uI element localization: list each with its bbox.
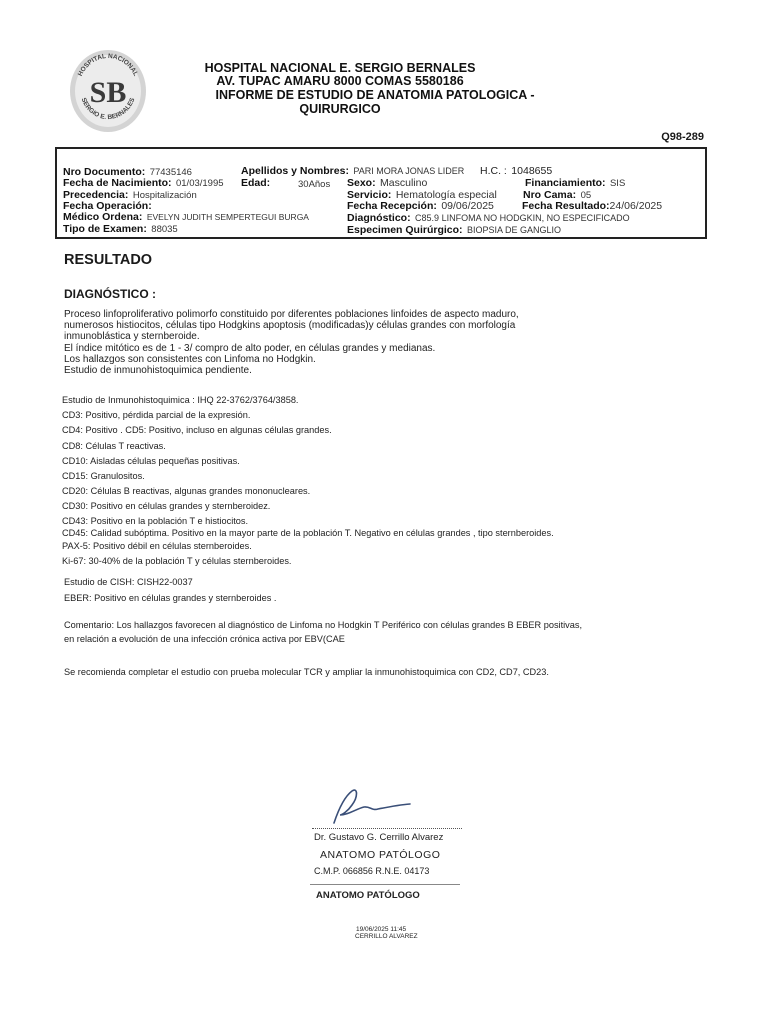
- edad-value: 30Años: [298, 179, 331, 190]
- result-title: RESULTADO: [64, 252, 153, 268]
- fecha-recepcion: Fecha Recepción: 09/06/2025: [347, 200, 494, 212]
- handwritten-signature: [312, 785, 472, 830]
- diagnosis-line: Proceso linfoproliferativo polimorfo constituido por diferentes poblaciones linfoides de aspecto maduro,: [64, 309, 519, 320]
- ihc-line: CD4: Positivo . CD5: Positivo, incluso en algunas células grandes.: [62, 425, 332, 436]
- signature-line: [312, 828, 462, 829]
- ihc-line: CD43: Positivo en la población T e histiocitos.: [62, 515, 249, 526]
- stamp-title: ANATOMO PATÓLOGO: [320, 849, 441, 861]
- ihc-line: CD8: Células T reactivas.: [62, 440, 166, 451]
- ihc-line: CD10: Aisladas células pequeñas positivas.: [62, 455, 240, 466]
- ihc-line: CD30: Positivo en células grandes y sternberoidez.: [62, 501, 271, 512]
- tipo-examen: Tipo de Examen: 88035: [63, 223, 178, 235]
- servicio: Servicio: Hematología especial: [347, 189, 497, 201]
- report-code: Q98-289: [661, 131, 704, 143]
- ihc-line: CD3: Positivo, pérdida parcial de la expresión.: [62, 410, 251, 421]
- immunohistochemistry-list: [62, 393, 554, 569]
- svg-text:SB: SB: [89, 76, 127, 109]
- stamp-cmp: C.M.P. 066856 R.N.E. 04173: [314, 866, 430, 876]
- historia-clinica: H.C. : 1048655: [480, 165, 553, 177]
- ihc-line: CD20: Células B reactivas, algunas grandes mononucleares.: [62, 486, 311, 497]
- comment-line-2: en relación a evolución de una infección crónica activa por EBV(CAE: [64, 634, 345, 644]
- diagnostico: Diagnóstico: C85.9 LINFOMA NO HODGKIN, NO ESPECIFICADO: [347, 212, 630, 224]
- nro-documento: Nro Documento: 77435146: [63, 166, 192, 178]
- eber-result: EBER: Positivo en células grandes y sternberoides .: [64, 593, 277, 603]
- sexo: Sexo: Masculino: [347, 177, 428, 189]
- signature-role-line: [310, 884, 460, 885]
- report-title: INFORME DE ESTUDIO DE ANATOMIA PATOLOGICA -: [215, 88, 535, 102]
- hospital-address: AV. TUPAC AMARU 8000 COMAS 5580186: [216, 74, 464, 88]
- diagnosis-line: Los hallazgos son consistentes con Linfoma no Hodgkin.: [64, 353, 316, 365]
- ihc-line: Ki-67: 30-40% de la población T y células sternberoides.: [62, 555, 292, 566]
- fecha-nacimiento: Fecha de Nacimiento: 01/03/1995: [63, 177, 224, 189]
- edad: Edad:: [241, 177, 271, 189]
- apellidos-nombres: Apellidos y Nombres: PARI MORA JONAS LIDER: [241, 165, 465, 177]
- recommendation: Se recomienda completar el estudio con prueba molecular TCR y ampliar la inmunohistoquimica con CD2, CD7, CD23.: [64, 667, 549, 677]
- fecha-operacion: Fecha Operación:: [63, 200, 152, 212]
- ihc-line: Estudio de Inmunohistoquimica : IHQ 22-3762/3764/3858.: [62, 395, 299, 405]
- fecha-resultado: Fecha Resultado:24/06/2025: [522, 200, 663, 212]
- medico-ordena: Médico Ordena: EVELYN JUDITH SEMPERTEGUI BURGA: [63, 211, 309, 223]
- ihc-line: CD45: Calidad subóptima. Positivo en la mayor parte de la población T. Negativo en células grandes , tipo sternberoides.: [62, 527, 554, 538]
- diagnosis-line: numerosos histiocitos, células tipo Hodgkins apoptosis (modificadas)y células grandes con morfología: [64, 320, 516, 332]
- signature-signer: CERRILLO ALVAREZ: [355, 933, 418, 940]
- diagnosis-line: inmunoblástica y sternberoide.: [64, 331, 200, 343]
- cish-study: Estudio de CISH: CISH22-0037: [64, 577, 193, 587]
- stamp-name: Dr. Gustavo G. Cerrillo Alvarez: [314, 832, 444, 843]
- comment-line-1: Comentario: Los hallazgos favorecen al diagnóstico de Linfoma no Hodgkin T Periférico con células grandes B EBER positivas,: [64, 620, 583, 630]
- diagnosis-line: El índice mitótico es de 1 - 3/ compro de alto poder, en células grandes y medianas.: [64, 342, 436, 354]
- svg-text:HOSPITAL NACIONAL: HOSPITAL NACIONAL: [76, 52, 140, 78]
- signature-datetime: 19/06/2025 11:45: [356, 926, 407, 933]
- ihc-line: PAX-5: Positivo débil en células sternberoides.: [62, 540, 252, 551]
- procedencia: Precedencia: Hospitalización: [63, 189, 197, 201]
- svg-text:SERGIO E. BERNALES: SERGIO E. BERNALES: [79, 96, 137, 122]
- report-subtitle: QUIRURGICO: [299, 102, 381, 116]
- diagnosis-line: Estudio de inmunohistoquimica pendiente.: [64, 365, 252, 377]
- ihc-line: CD15: Granulositos.: [62, 471, 145, 482]
- hospital-name: HOSPITAL NACIONAL E. SERGIO BERNALES: [204, 61, 476, 75]
- hospital-logo-seal: [67, 45, 149, 135]
- signature-role: ANATOMO PATÓLOGO: [316, 890, 420, 901]
- diagnosis-title: DIAGNÓSTICO :: [64, 287, 156, 301]
- diagnosis-text: [64, 309, 704, 376]
- nro-cama: Nro Cama: 05: [523, 189, 592, 201]
- especimen-quirurgico: Especimen Quirúrgico: BIOPSIA DE GANGLIO: [347, 224, 562, 236]
- financiamiento: Financiamiento: SIS: [525, 177, 626, 189]
